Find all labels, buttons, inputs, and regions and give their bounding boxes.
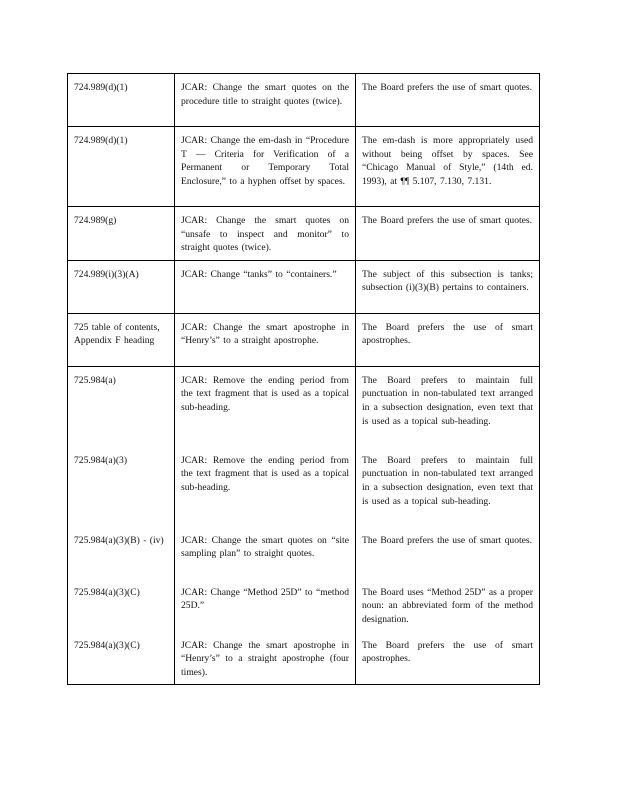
change-cell: JCAR: Change the smart apostrophe in “Henry’s” to a straight apostrophe. [175, 313, 356, 366]
table-row [68, 207, 540, 261]
explanation-cell: The em-dash is more appropriately used without being offset by spaces. See “Chicago Manual of Style,” (14th ed. 1993), at ¶¶ 5.107, 7.130, 7.131. [356, 127, 540, 207]
change-cell: JCAR: Remove the ending period from the text fragment that is used as a topical sub-heading. [175, 366, 356, 447]
table-row [68, 127, 540, 207]
change-cell: JCAR: Change the smart quotes on “unsafe to inspect and monitor” to straight quotes (twice). [175, 207, 356, 261]
citation-cell: 725.984(a)(3) [68, 447, 175, 527]
explanation-cell: The Board uses “Method 25D” as a proper noun: an abbreviated form of the method designation. [356, 579, 540, 632]
table-row [68, 579, 540, 632]
citation-cell: 725.984(a)(3)(B) - (iv) [68, 527, 175, 579]
citation-cell: 725.984(a)(3)(C) [68, 632, 175, 685]
table-row [68, 366, 540, 447]
citation-cell: 724.989(g) [68, 207, 175, 261]
table-row [68, 527, 540, 579]
table-row [68, 447, 540, 527]
citation-cell: 725.984(a) [68, 366, 175, 447]
citation-cell: 724.989(d)(1) [68, 127, 175, 207]
explanation-cell: The Board prefers the use of smart quotes. [356, 527, 540, 579]
change-cell: JCAR: Change “tanks” to “containers.” [175, 260, 356, 313]
citation-cell: 724.989(d)(1) [68, 74, 175, 127]
change-cell: JCAR: Change the smart quotes on “site sampling plan” to straight quotes. [175, 527, 356, 579]
explanation-cell: The subject of this subsection is tanks; subsection (i)(3)(B) pertains to containers. [356, 260, 540, 313]
table-row [68, 313, 540, 366]
comments-table [67, 73, 540, 685]
explanation-cell: The Board prefers to maintain full punctuation in non-tabulated text arranged in a subsection designation, even text that is used as a topical sub-heading. [356, 447, 540, 527]
explanation-cell: The Board prefers the use of smart apostrophes. [356, 313, 540, 366]
citation-cell: 724.989(i)(3)(A) [68, 260, 175, 313]
explanation-cell: The Board prefers the use of smart apostrophes. [356, 632, 540, 685]
explanation-cell: The Board prefers the use of smart quotes. [356, 74, 540, 127]
change-cell: JCAR: Change the smart quotes on the procedure title to straight quotes (twice). [175, 74, 356, 127]
change-cell: JCAR: Change the smart apostrophe in “Henry’s” to a straight apostrophe (four times). [175, 632, 356, 685]
citation-cell: 725 table of contents, Appendix F heading [68, 313, 175, 366]
change-cell: JCAR: Change “Method 25D” to “method 25D.” [175, 579, 356, 632]
citation-cell: 725.984(a)(3)(C) [68, 579, 175, 632]
explanation-cell: The Board prefers to maintain full punctuation in non-tabulated text arranged in a subsection designation, even text that is used as a topical sub-heading. [356, 366, 540, 447]
explanation-cell: The Board prefers the use of smart quotes. [356, 207, 540, 261]
change-cell: JCAR: Change the em-dash in “Procedure T — Criteria for Verification of a Permanent or Temporary Total Enclosure,” to a hyphen offset by spaces. [175, 127, 356, 207]
table-row [68, 74, 540, 127]
table-row [68, 632, 540, 685]
table-row [68, 260, 540, 313]
change-cell: JCAR: Remove the ending period from the text fragment that is used as a topical sub-heading. [175, 447, 356, 527]
